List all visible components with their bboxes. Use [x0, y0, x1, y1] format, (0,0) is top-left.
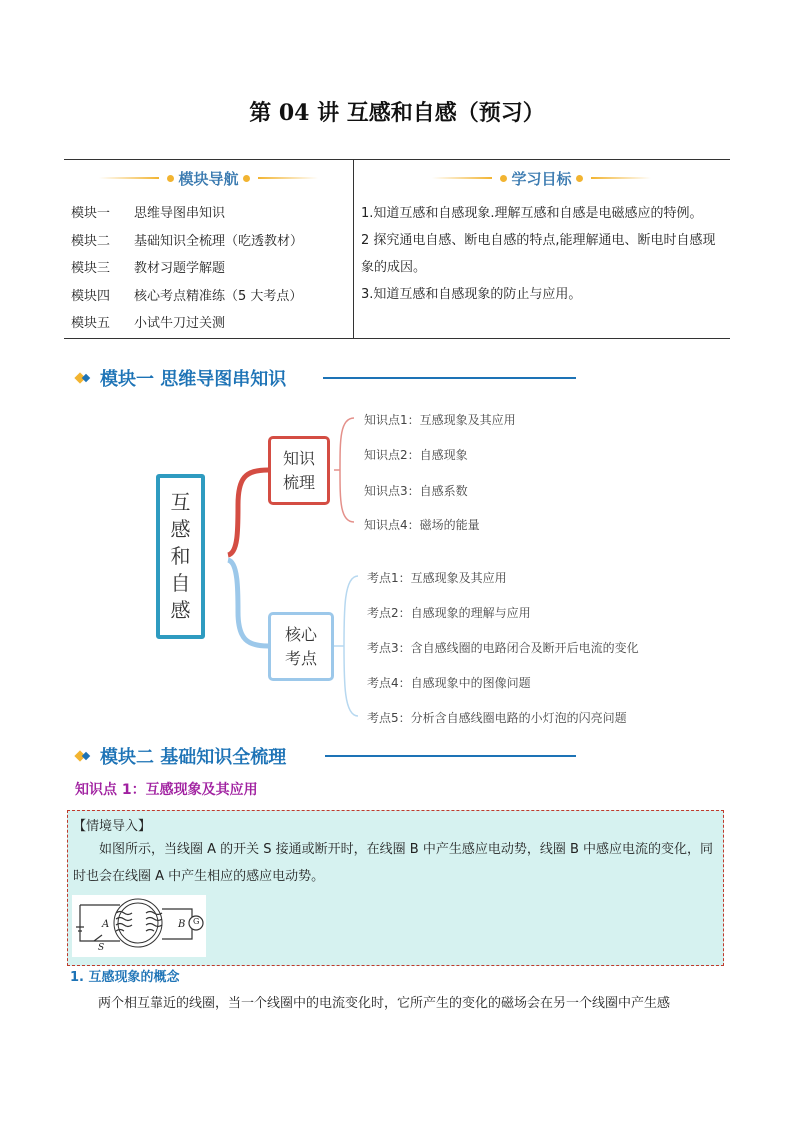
node-label: 考点	[284, 648, 317, 668]
knowledge-point: 知识点2：自感现象	[364, 448, 468, 462]
root-char: 和	[170, 544, 191, 568]
exam-point: 考点3：含自感线圈的电路闭合及断开后电流的变化	[367, 641, 639, 655]
goal-item: 3.知道互感和自感现象的防止与应用。	[361, 287, 582, 302]
node-label: 知识	[282, 448, 315, 468]
coil-circuit-figure	[72, 895, 206, 957]
coil-a-label: A	[102, 919, 110, 930]
coil-b-label: B	[178, 919, 186, 930]
scenario-text: 如图所示，当线圈 A 的开关 S 接通或断开时，在线圈 B 中产生感应电动势，线圈 B 中感应电流的变化，同时也会在线圈 A 中产生相应的感应电动势。	[73, 842, 714, 884]
dot-icon	[500, 175, 507, 182]
module-value: 基础知识全梳理（吃透教材）	[134, 233, 304, 249]
module-value: 小试牛刀过关测	[134, 316, 226, 331]
module-item	[71, 230, 303, 258]
scenario-box	[67, 810, 724, 966]
module-nav-header	[64, 166, 353, 190]
goal-item: 2 探究通电自感、断电自感的特点,能理解通电、断电时自感现象的成因。	[361, 233, 716, 275]
mindmap-root	[156, 474, 205, 639]
module-nav-title: 模块导航	[178, 169, 239, 188]
root-char: 感	[170, 598, 191, 622]
dot-icon	[243, 175, 250, 182]
scenario-label: 【情境导入】	[73, 819, 152, 834]
header-decoration	[591, 177, 651, 179]
diamond-icon	[76, 749, 94, 763]
concept-text: 两个相互靠近的线圈，当一个线圈中的电流变化时，它所产生的变化的磁场会在另一个线圈中产生感	[98, 996, 671, 1011]
module-item	[71, 257, 303, 285]
knowledge-point: 知识点4：磁场的能量	[364, 518, 480, 532]
page-title: 第 04 讲 互感和自感（预习）	[249, 100, 545, 126]
knowledge-bracket	[340, 418, 354, 522]
knowledge-point: 知识点3：自感系数	[364, 484, 468, 498]
module-list	[71, 202, 303, 340]
header-decoration	[258, 177, 318, 179]
exam-branch-node	[268, 612, 334, 681]
root-char: 互	[170, 490, 191, 514]
section-header-2	[76, 744, 286, 768]
exam-point: 考点5：分析含自感线圈电路的小灯泡的闪亮问题	[367, 711, 627, 725]
module-item	[71, 202, 303, 230]
header-decoration	[99, 177, 159, 179]
module-item	[71, 312, 303, 340]
exam-bracket	[344, 576, 358, 716]
section-rule	[323, 377, 576, 379]
module-item	[71, 285, 303, 313]
node-label: 核心	[284, 624, 317, 644]
module-key: 模块五	[71, 316, 111, 331]
module-key: 模块一	[71, 206, 111, 221]
dot-icon	[167, 175, 174, 182]
exam-point: 考点1：互感现象及其应用	[367, 571, 507, 585]
exam-point: 考点2：自感现象的理解与应用	[367, 606, 531, 620]
knowledge-point: 知识点1：互感现象及其应用	[364, 413, 516, 427]
module-key: 模块四	[71, 288, 111, 304]
section-title: 模块一 思维导图串知识	[100, 369, 287, 390]
root-to-knowledge-branch	[228, 470, 268, 555]
module-value: 教材习题学解题	[134, 261, 226, 276]
node-label: 梳理	[282, 472, 315, 492]
section-title: 模块二 基础知识全梳理	[100, 747, 287, 768]
goal-item: 1.知道互感和自感现象.理解互感和自感是电磁感应的特例。	[361, 206, 703, 221]
module-key: 模块三	[71, 261, 111, 276]
dot-icon	[576, 175, 583, 182]
overview-table	[64, 159, 730, 339]
root-to-exam-branch	[228, 560, 268, 646]
root-char: 感	[170, 517, 191, 541]
header-decoration	[432, 177, 492, 179]
switch-s-label: S	[98, 943, 105, 953]
section-header-1	[76, 366, 286, 390]
root-char: 自	[170, 571, 191, 595]
module-key: 模块二	[71, 233, 111, 249]
exam-point: 考点4：自感现象中的图像问题	[367, 676, 531, 690]
learning-goal-header	[353, 166, 730, 190]
galvanometer-label: G	[193, 917, 200, 926]
section-rule	[325, 755, 576, 757]
goal-list	[361, 200, 723, 308]
module-value: 核心考点精准练（5 大考点）	[134, 288, 303, 304]
concept-heading: 1. 互感现象的概念	[70, 970, 180, 985]
knowledge-point-title: 知识点 1：互感现象及其应用	[75, 782, 258, 798]
module-value: 思维导图串知识	[134, 206, 226, 221]
knowledge-branch-node	[268, 436, 330, 505]
diamond-icon	[76, 371, 94, 385]
learning-goal-title: 学习目标	[511, 169, 572, 188]
